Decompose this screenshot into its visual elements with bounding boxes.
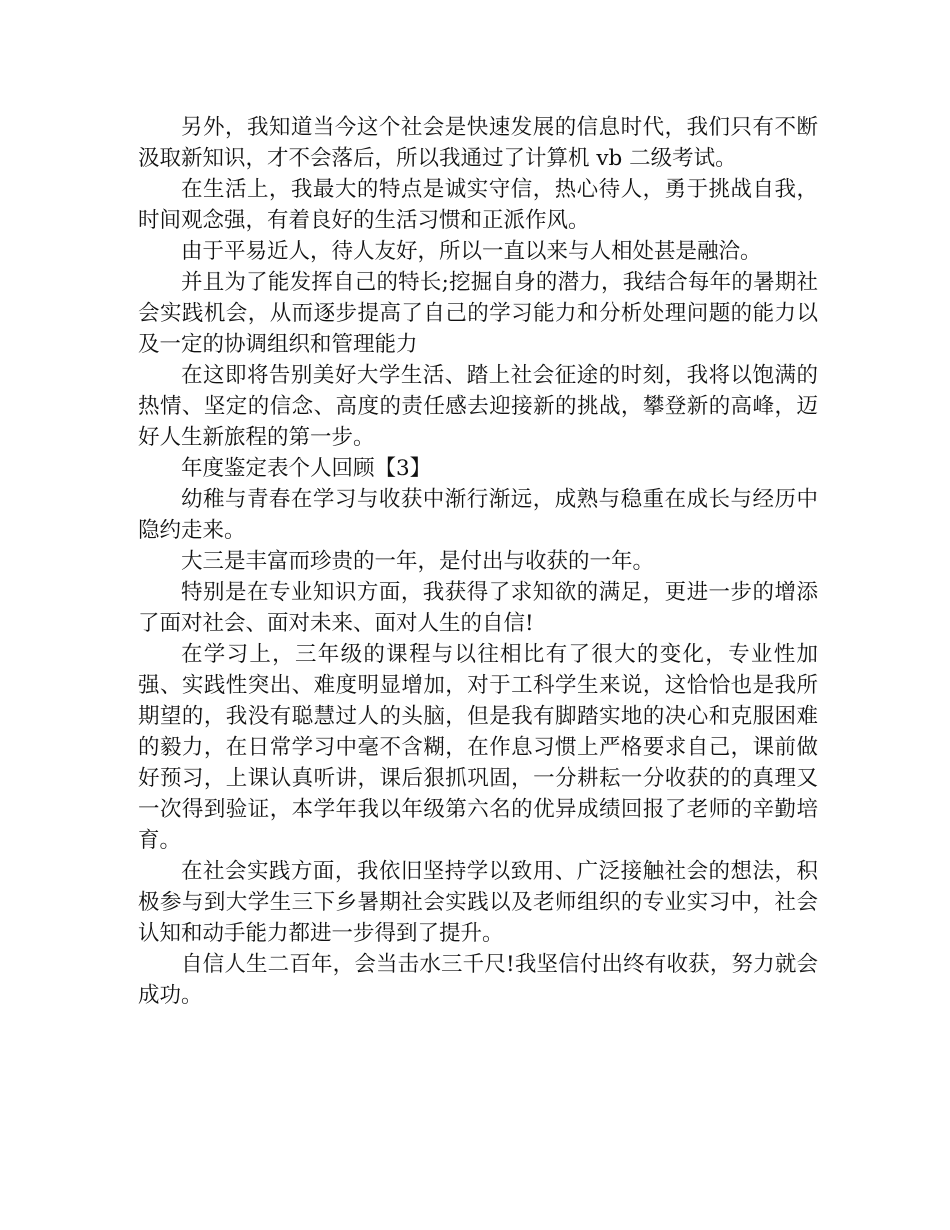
paragraph-study: 在学习上，三年级的课程与以往相比有了很大的变化，专业性加强、实践性突出、难度明显增加，对于工科学生来说，这恰恰也是我所期望的，我没有聪慧过人的头脑，但是我有脚踏实地的决心和克服困难的毅力，在日常学习中毫不含糊，在作息习惯上严格要求自己，课前做好预习，上课认真听讲，课后狠抓巩固，一分耕耘一分收获的的真理又一次得到验证，本学年我以年级第六名的优异成绩回报了老师的辛勤培育。 [138, 642, 818, 853]
paragraph-junior-year: 大三是丰富而珍贵的一年，是付出与收获的一年。 [181, 549, 655, 574]
paragraph-professional-knowledge: 特别是在专业知识方面，我获得了求知欲的满足，更进一步的增添了面对社会、面对未来、面对人生的自信! [138, 580, 818, 636]
paragraph-practice: 在社会实践方面，我依旧坚持学以致用、广泛接触社会的想法，积极参与到大学生三下乡暑期社会实践以及老师组织的专业实习中，社会认知和动手能力都进一步得到了提升。 [138, 859, 818, 946]
section-heading: 年度鉴定表个人回顾【3】 [181, 456, 432, 481]
paragraph-social-practice: 并且为了能发挥自己的特长;挖掘自身的潜力，我结合每年的暑期社会实践机会，从而逐步提高了自己的学习能力和分析处理问题的能力以及一定的协调组织和管理能力 [138, 270, 818, 357]
paragraph-life: 在生活上，我最大的特点是诚实守信，热心待人，勇于挑战自我，时间观念强，有着良好的生活习惯和正派作风。 [138, 177, 818, 233]
paragraph-farewell: 在这即将告别美好大学生活、踏上社会征途的时刻，我将以饱满的热情、坚定的信念、高度的责任感去迎接新的挑战，攀登新的高峰，迈好人生新旅程的第一步。 [138, 363, 818, 450]
paragraph-youth: 幼稚与青春在学习与收获中渐行渐远，成熟与稳重在成长与经历中隐约走来。 [138, 487, 818, 543]
paragraph-info-age: 另外，我知道当今这个社会是快速发展的信息时代，我们只有不断汲取新知识，才不会落后，所以我通过了计算机 vb 二级考试。 [138, 115, 818, 171]
paragraph-friendly: 由于平易近人，待人友好，所以一直以来与人相处甚是融洽。 [181, 239, 762, 264]
document-body [138, 112, 818, 1011]
paragraph-confidence: 自信人生二百年，会当击水三千尺!我坚信付出终有收获，努力就会成功。 [138, 952, 818, 1008]
